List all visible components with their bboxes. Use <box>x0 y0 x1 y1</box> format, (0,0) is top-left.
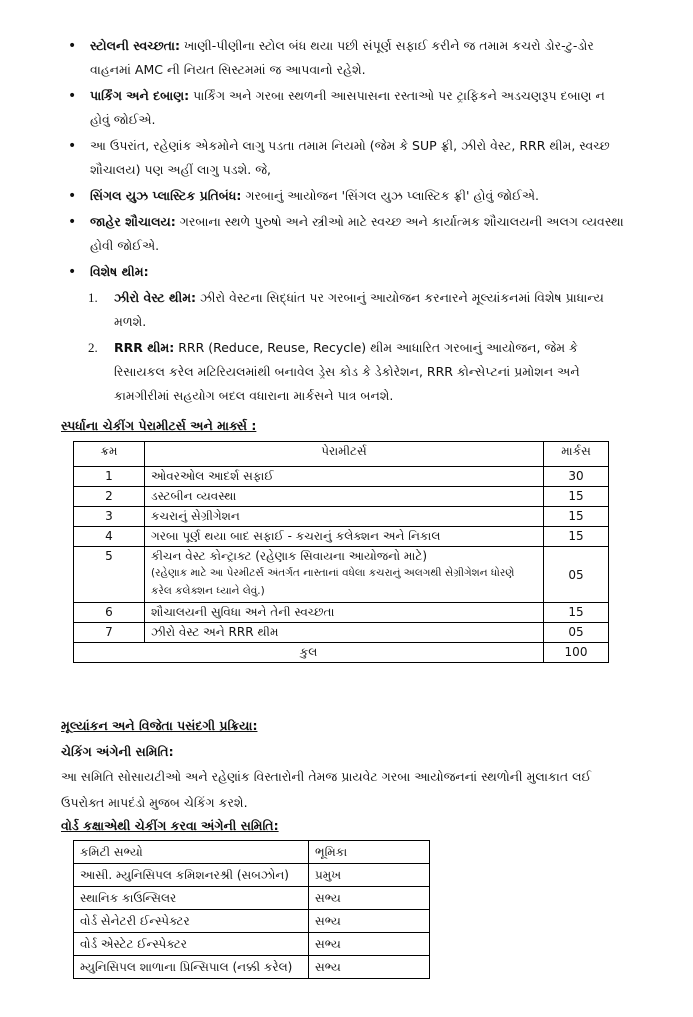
committee-role: સભ્ય <box>309 887 430 910</box>
bullet-text: ગરબાના સ્થળે પુરુષો અને સ્ત્રીઓ માટે સ્વચ્છ અને કાર્યાત્મક શૌચાલયની અલગ વ્યવસ્થા હોવી જોઈએ. <box>90 214 624 253</box>
header-role: ભૂમિકા <box>309 841 430 864</box>
bullet-text: પાર્કિંગ અને ગરબા સ્થળની આસપાસના રસ્તાઓ પર ટ્રાફિકને અડચણરૂપ દબાણ ન હોવું જોઈએ. <box>90 88 605 127</box>
total-row <box>74 643 609 663</box>
row-serial: 4 <box>74 527 145 547</box>
table-row <box>74 467 609 487</box>
committee-member: મ્યુનિસિપલ શાળાના પ્રિન્સિપાલ (નક્કી કરેલ) <box>74 956 309 979</box>
committee-member: વોર્ડ સેનેટરી ઈન્સ્પેક્ટર <box>74 910 309 933</box>
committee-role: સભ્ય <box>309 956 430 979</box>
row-parameter: ઝીરો વેસ્ટ અને RRR થીમ <box>145 623 544 643</box>
row-parameter-note: (રહેણાક માટે આ પેરમીટર્સ અંતર્ગત નાસ્તાનાં વધેલા કચરાનું અલગથી સેગ્રીગેશન ધોરણે કરેલ કલેક્શન ધ્યાને લેવું.) <box>151 567 515 597</box>
row-parameter <box>145 547 544 603</box>
bullet-label: જાહેર શૌચાલય: <box>90 214 176 229</box>
theme-number: 1. <box>88 290 98 305</box>
table-row <box>74 887 430 910</box>
theme-number: 2. <box>88 340 98 355</box>
bullet-text: ગરબાનું આયોજન 'સિંગલ યુઝ પ્લાસ્ટિક ફ્રી' હોવું જોઈએ. <box>241 188 539 203</box>
row-parameter-text: કીચન વેસ્ટ કોન્ટ્રાક્ટ (રહેણાક સિવાયના આયોજનો માટે) <box>151 549 427 563</box>
bullet-dot-icon: • <box>68 88 77 104</box>
committee-role: સભ્ય <box>309 933 430 956</box>
row-serial: 2 <box>74 487 145 507</box>
bullet-dot-icon: • <box>68 38 77 54</box>
committee-role: પ્રમુખ <box>309 864 430 887</box>
committee-member: આસી. મ્યુનિસિપલ કમિશનરશ્રી (સબઝોન) <box>74 864 309 887</box>
theme-label: ઝીરો વેસ્ટ થીમ: <box>114 290 197 305</box>
table-row <box>74 527 609 547</box>
header-marks: માર્કસ <box>544 442 609 467</box>
checking-committee-text: આ સમિતિ સોસાયટીઓ અને રહેણાંક વિસ્તારોની તેમજ પ્રાયવેટ ગરબા આયોજનનાં સ્થળોની મુલાકાત લઈ ઉપરોક્ત માપદંડો મુજબ ચેકિંગ કરશે. <box>61 769 592 810</box>
bullet-text: ખાણી-પીણીના સ્ટોલ બંધ થયા પછી સંપૂર્ણ સફાઈ કરીને જ તમામ કચરો ડોર-ટુ-ડોર વાહનમાં AMC ની નિયત સિસ્ટમમાં જ આપવાનો રહેશે. <box>90 38 594 77</box>
committee-member: સ્થાનિક કાઉન્સિલર <box>74 887 309 910</box>
table-row <box>74 864 430 887</box>
table-row <box>74 547 609 603</box>
ward-committee-heading: વોર્ડ કક્ષાએથી ચેકીંગ કરવા અંગેની સમિતિ: <box>61 818 279 833</box>
table-row <box>74 507 609 527</box>
table-row <box>74 956 430 979</box>
row-serial: 1 <box>74 467 145 487</box>
bullet-label: વિશેષ થીમ: <box>90 264 149 279</box>
bullet-public-toilet <box>64 210 624 258</box>
table-row <box>74 487 609 507</box>
theme-text: RRR (Reduce, Reuse, Recycle) થીમ આધારિત ગરબાનું આયોજન, જેમ કે રિસાયકલ કરેલ મટિરિયલમાંથી બનાવેલ ડ્રેસ કોડ કે ડેકોરેશન, RRR કોન્સેપ્ટનાં પ્રમોશન અને કામગીરીમાં સહયોગ બદલ વધારાના માર્કસને પાત્ર બનશે. <box>114 340 580 403</box>
total-marks: 100 <box>544 643 609 663</box>
bullet-stall-cleanliness <box>64 34 624 82</box>
params-heading: સ્પર્ધાના ચેકીંગ પેરામીટર્સ અને માર્ક્સ : <box>61 418 257 433</box>
params-table <box>73 441 609 663</box>
theme-rrr <box>88 336 624 408</box>
checking-committee-heading: ચેકિંગ અંગેની સમિતિ: <box>61 744 174 759</box>
committee-table <box>73 840 430 979</box>
row-marks: 15 <box>544 487 609 507</box>
total-label: કુલ <box>74 643 544 663</box>
header-serial: ક્રમ <box>74 442 145 467</box>
bullet-label: સિંગલ યુઝ પ્લાસ્ટિક પ્રતિબંધ: <box>90 188 242 203</box>
table-row <box>74 623 609 643</box>
row-parameter: શૌચાલયની સુવિધા અને તેની સ્વચ્છતા <box>145 603 544 623</box>
committee-header-row <box>74 841 430 864</box>
params-header-row <box>74 442 609 467</box>
bullet-list <box>64 34 624 408</box>
row-parameter: ઓવરઓલ આદર્શ સફાઈ <box>145 467 544 487</box>
row-parameter: ડસ્ટબીન વ્યવસ્થા <box>145 487 544 507</box>
row-marks: 15 <box>544 507 609 527</box>
row-serial: 3 <box>74 507 145 527</box>
evaluation-heading: મૂલ્યાંકન અને વિજેતા પસંદગી પ્રક્રિયા: <box>61 718 258 733</box>
committee-role: સભ્ય <box>309 910 430 933</box>
bullet-additional-rules <box>64 134 624 182</box>
bullet-parking <box>64 84 624 132</box>
bullet-label: સ્ટોલની સ્વચ્છતા: <box>90 38 180 53</box>
theme-text: ઝીરો વેસ્ટના સિદ્ધાંત પર ગરબાનું આયોજન કરનારને મૂલ્યાંકનમાં વિશેષ પ્રાધાન્ય મળશે. <box>114 290 604 329</box>
row-marks: 05 <box>544 623 609 643</box>
row-parameter: ગરબા પૂર્ણ થયા બાદ સફાઈ - કચરાનું કલેક્શન અને નિકાલ <box>145 527 544 547</box>
table-row <box>74 910 430 933</box>
bullet-dot-icon: • <box>68 138 77 154</box>
bullet-dot-icon: • <box>68 264 77 280</box>
bullet-dot-icon: • <box>68 214 77 230</box>
bullet-label: પાર્કિંગ અને દબાણ: <box>90 88 190 103</box>
row-serial: 7 <box>74 623 145 643</box>
row-serial: 5 <box>74 547 145 603</box>
bullet-text: આ ઉપરાંત, રહેણાંક એકમોને લાગુ પડતા તમામ નિયમો (જેમ કે SUP ફ્રી, ઝીરો વેસ્ટ, RRR થીમ, સ્વચ્છ શૌચાલય) પણ અહીં લાગુ પડશે. જે, <box>90 138 610 177</box>
row-marks: 05 <box>544 547 609 603</box>
row-marks: 30 <box>544 467 609 487</box>
theme-zero-waste <box>88 286 624 334</box>
bullet-single-use-plastic <box>64 184 624 208</box>
row-marks: 15 <box>544 527 609 547</box>
table-row <box>74 933 430 956</box>
row-serial: 6 <box>74 603 145 623</box>
row-marks: 15 <box>544 603 609 623</box>
header-members: કમિટી સભ્યો <box>74 841 309 864</box>
header-parameters: પેરામીટર્સ <box>145 442 544 467</box>
theme-label: RRR થીમ: <box>114 340 175 355</box>
committee-member: વોર્ડ એસ્ટેટ ઈન્સ્પેક્ટર <box>74 933 309 956</box>
table-row <box>74 603 609 623</box>
bullet-dot-icon: • <box>68 188 77 204</box>
row-parameter: કચરાનું સેગ્રીગેશન <box>145 507 544 527</box>
bullet-special-theme <box>64 260 624 284</box>
